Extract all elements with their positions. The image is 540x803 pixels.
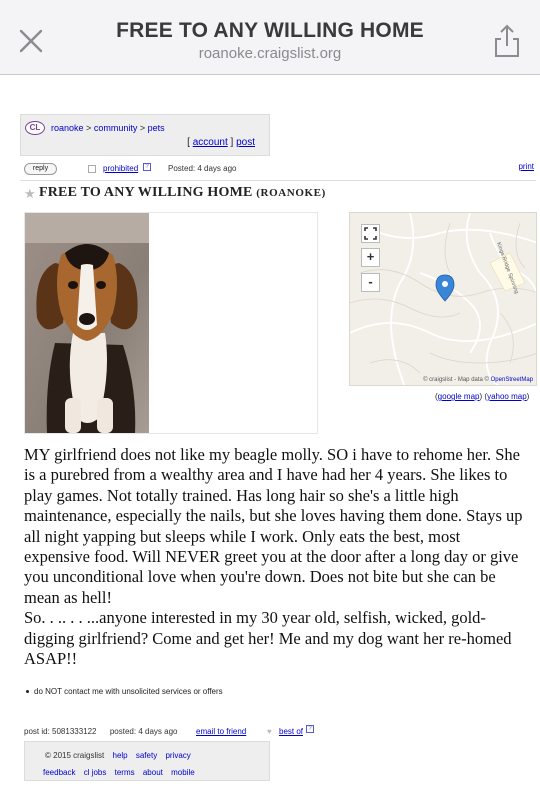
map-links [435, 392, 529, 401]
flag-checkbox[interactable] [88, 165, 96, 173]
post-body [24, 445, 524, 669]
help-icon[interactable]: ? [306, 725, 314, 733]
post-location: (ROANOKE) [256, 187, 326, 199]
account-links [187, 137, 255, 148]
post-id: post id: 5081333122 [24, 727, 97, 736]
expand-icon [364, 227, 377, 240]
post-id-info [24, 727, 177, 736]
map-attribution [423, 377, 533, 383]
location-map[interactable] [349, 212, 537, 386]
breadcrumb-sep: > [139, 123, 146, 133]
bracket: ] [230, 137, 234, 148]
posted-date: Posted: 4 days ago [168, 164, 237, 173]
post-body-paragraph: So. . .. . . ...anyone interested in my 30 year old, selfish, wicked, gold-digging girlfriend? Come and get her! Me and my dog want her re-homed ASAP!! [24, 608, 512, 669]
contact-notice [26, 687, 223, 696]
footer-link-terms[interactable]: terms [114, 768, 135, 777]
notice-text: do NOT contact me with unsolicited services or offers [34, 687, 223, 696]
footer-link-mobile[interactable]: mobile [171, 768, 195, 777]
reply-button[interactable]: reply [24, 163, 57, 175]
map-street-label: Kings Bridge Spinning [495, 241, 520, 295]
footer-link-feedback[interactable]: feedback [43, 768, 76, 777]
browser-header [0, 0, 540, 75]
best-of-link[interactable]: best of [279, 727, 304, 736]
url-label[interactable]: roanoke.craigslist.org [198, 45, 342, 62]
page-title: FREE TO ANY WILLING HOME [116, 19, 424, 42]
account-link[interactable]: account [192, 137, 228, 148]
yahoo-map-link[interactable]: yahoo map [487, 392, 527, 401]
bullet-icon [26, 690, 29, 693]
copyright: © 2015 craigslist [45, 751, 105, 760]
paren: ( [484, 392, 488, 401]
post-title [39, 185, 326, 201]
post-link[interactable]: post [236, 137, 255, 148]
craigslist-logo[interactable]: CL [25, 121, 45, 135]
footer-link-help[interactable]: help [112, 751, 128, 760]
google-map-link[interactable]: google map [437, 392, 480, 401]
image-gallery [24, 212, 318, 434]
openstreetmap-link[interactable]: OpenStreetMap [490, 377, 533, 383]
heart-icon: ♥ [267, 727, 272, 736]
breadcrumb-sep: > [86, 123, 92, 133]
footer-link-about[interactable]: about [142, 768, 163, 777]
post-body-paragraph: MY girlfriend does not like my beagle molly. SO i have to rehome her. She is a purebred from a wealthy area and I have had her 4 years. She likes to play games. Not totally trained. Has long hair so she's a little high maintenance, especially the nails, but she loves having them done. Stays up all night yapping but sleeps while I work. Only eats the best, most expensive food. Will NEVER greet you at the door after a long day or give you unconditional love when you're down. Does not bite but she can be mean as hell! [24, 445, 523, 607]
star-icon[interactable]: ★ [24, 186, 36, 201]
breadcrumb-path [51, 123, 165, 133]
paren: ) [526, 392, 530, 401]
site-footer [24, 741, 270, 781]
footer-row [45, 751, 197, 760]
email-to-friend-link[interactable]: email to friend [196, 727, 247, 736]
beagle-photo[interactable] [25, 213, 149, 433]
share-icon[interactable] [492, 24, 522, 58]
post-title-text: FREE TO ANY WILLING HOME [39, 185, 253, 200]
posted-footer: posted: 4 days ago [109, 727, 178, 736]
help-icon[interactable]: ? [143, 163, 151, 171]
footer-row [43, 768, 201, 777]
bracket: [ [187, 137, 190, 148]
breadcrumb-site[interactable]: roanoke [51, 123, 84, 133]
print-link[interactable]: print [518, 162, 534, 171]
prohibited-link[interactable]: prohibited [103, 164, 139, 173]
fullscreen-icon[interactable] [361, 224, 380, 243]
zoom-out-button[interactable]: - [361, 273, 380, 292]
footer-link-cl-jobs[interactable]: cl jobs [83, 768, 107, 777]
breadcrumb-section[interactable]: community [93, 123, 138, 133]
zoom-in-button[interactable]: + [361, 248, 380, 267]
divider [20, 180, 536, 181]
paren: ( [435, 392, 438, 401]
paren: ) [479, 392, 483, 401]
breadcrumb-category[interactable]: pets [147, 123, 165, 133]
footer-link-safety[interactable]: safety [135, 751, 158, 760]
breadcrumb [20, 114, 270, 156]
attribution-text: © craigslist - Map data © [423, 377, 489, 383]
footer-link-privacy[interactable]: privacy [165, 751, 191, 760]
